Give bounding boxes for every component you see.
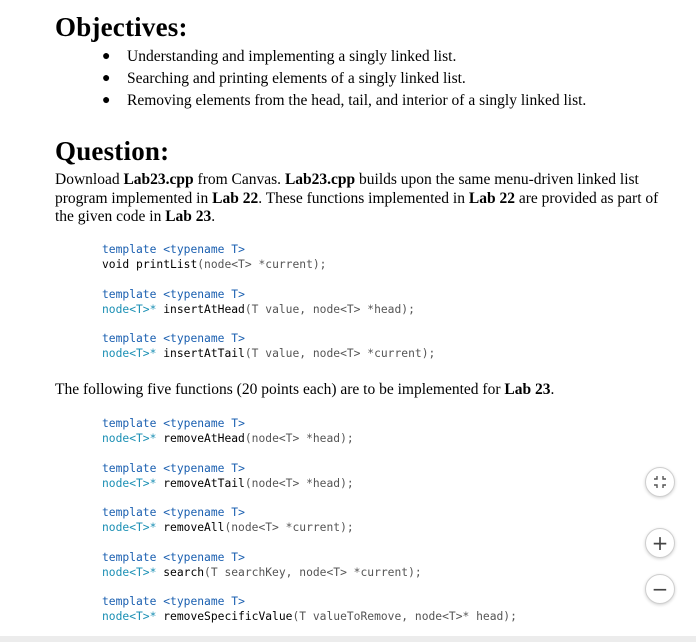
page-bottom-edge [0, 636, 696, 642]
list-item: ● Understanding and implementing a singly linked list. [102, 46, 586, 68]
followup-paragraph: The following five functions (20 points each) are to be implemented for Lab 23. [55, 381, 555, 398]
zoom-in-button[interactable] [645, 528, 675, 558]
code-block-insertAtTail: template <typename T> node<T>* insertAtTail(T value, node<T> *current); [102, 332, 436, 360]
code-block-removeSpecificValue: template <typename T> node<T>* removeSpecificValue(T valueToRemove, node<T>* head); [102, 595, 517, 623]
code-block-removeAtHead: template <typename T> node<T>* removeAtHead(node<T> *head); [102, 417, 354, 445]
bullet-icon: ● [102, 71, 111, 86]
code-block-removeAll: template <typename T> node<T>* removeAll(node<T> *current); [102, 506, 354, 534]
zoom-out-button[interactable] [645, 574, 675, 604]
code-block-insertAtHead: template <typename T> node<T>* insertAtHead(T value, node<T> *head); [102, 288, 415, 316]
fit-page-icon [653, 475, 667, 489]
list-item: ● Removing elements from the head, tail, and interior of a singly linked list. [102, 90, 586, 112]
question-heading: Question: [55, 136, 170, 166]
code-block-search: template <typename T> node<T>* search(T searchKey, node<T> *current); [102, 551, 422, 579]
bullet-icon: ● [102, 93, 111, 108]
bullet-icon: ● [102, 49, 111, 64]
code-block-removeAtTail: template <typename T> node<T>* removeAtTail(node<T> *head); [102, 462, 354, 490]
list-item: ● Searching and printing elements of a singly linked list. [102, 68, 586, 90]
minus-icon: − [651, 577, 669, 601]
question-intro-paragraph: Download Lab23.cpp from Canvas. Lab23.cpp builds upon the same menu-driven linked list program implemented in Lab 22. These functions implemented in Lab 22 are provided as part of the given code in Lab 23. [55, 171, 659, 225]
fit-page-button[interactable] [645, 467, 675, 497]
plus-icon: + [651, 531, 669, 555]
code-block-printList: template <typename T> void printList(node<T> *current); [102, 243, 327, 271]
objectives-list [102, 46, 586, 112]
objectives-heading: Objectives: [55, 12, 188, 42]
